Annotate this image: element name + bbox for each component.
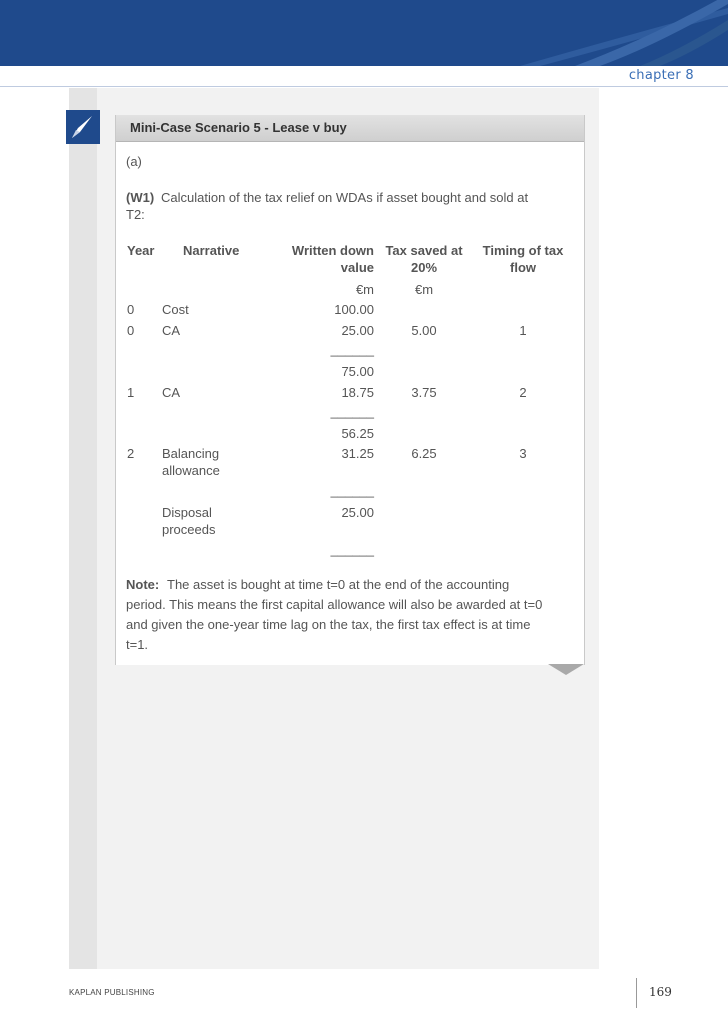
table-row-tax: 3.75 (411, 385, 437, 400)
total-rule: ______ (330, 404, 374, 419)
table-row-year: 1 (127, 385, 135, 400)
w1-label: (W1) (126, 190, 155, 205)
total-rule: ______ (330, 542, 374, 557)
chapter-label: chapter 8 (628, 68, 694, 83)
mini-case-box (115, 115, 585, 665)
table-row-wdv: 25.00 (341, 505, 374, 520)
unit-wdv: €m (355, 282, 374, 297)
col-timing: Timing of tax (482, 243, 564, 258)
table-row-timing: 2 (519, 385, 527, 400)
banner-swoosh-graphic (0, 0, 728, 66)
header-rule (0, 86, 728, 87)
note-text: period. This means the first capital allowance will also be awarded at t=0 (126, 597, 543, 612)
table-row-narrative: Disposal (162, 505, 212, 520)
header-banner (0, 0, 728, 66)
table-row-narrative-cont: proceeds (162, 522, 216, 537)
table-row-wdv: 100.00 (334, 302, 374, 317)
table-row-year: 2 (127, 446, 135, 461)
table-row-year: 0 (127, 323, 135, 338)
col-tax: Tax saved at (385, 243, 463, 258)
w1-text-cont: T2: (126, 207, 145, 222)
publisher-label: KAPLAN PUBLISHING (69, 988, 155, 997)
table-row-wdv: 18.75 (341, 385, 374, 400)
unit-tax: €m (414, 282, 434, 297)
table-row-wdv: 25.00 (341, 323, 374, 338)
col-timing-cont: flow (510, 260, 536, 275)
box-corner-marker (548, 664, 584, 676)
table-row-tax: 6.25 (411, 446, 437, 461)
total-rule: ______ (330, 342, 374, 357)
table-row-timing: 1 (519, 323, 527, 338)
col-year: Year (127, 243, 155, 258)
col-wdv-cont: value (340, 260, 374, 275)
part-label: (a) (126, 154, 142, 169)
note-text: and given the one-year time lag on the tax, the first tax effect is at time (126, 617, 531, 632)
note-label: Note: (126, 577, 160, 592)
table-row-narrative: CA (162, 323, 181, 338)
total-rule: ______ (330, 483, 374, 498)
table-row-year: 0 (127, 302, 135, 317)
table-row-narrative: Cost (162, 302, 189, 317)
table-row-tax: 5.00 (411, 323, 437, 338)
table-row-wdv: 75.00 (341, 364, 374, 379)
note-text: The asset is bought at time t=0 at the end of the accounting (167, 577, 510, 592)
box-title: Mini-Case Scenario 5 - Lease v buy (130, 120, 347, 135)
margin-strip (69, 88, 97, 969)
rocket-icon (66, 110, 100, 144)
table-row-narrative-cont: allowance (162, 463, 220, 478)
table-row-wdv: 31.25 (341, 446, 374, 461)
col-narrative: Narrative (183, 243, 240, 258)
table-row-narrative: CA (162, 385, 181, 400)
table-row-narrative: Balancing (162, 446, 220, 461)
col-wdv: Written down (291, 243, 374, 258)
page-number: 169 (649, 985, 672, 999)
w1-text: Calculation of the tax relief on WDAs if asset bought and sold at (161, 190, 529, 205)
box-title-bar (116, 115, 584, 142)
table-row-timing: 3 (519, 446, 527, 461)
note-text: t=1. (126, 637, 149, 652)
col-tax-cont: 20% (410, 260, 438, 275)
table-row-wdv: 56.25 (341, 426, 374, 441)
footer-divider (636, 978, 637, 1008)
